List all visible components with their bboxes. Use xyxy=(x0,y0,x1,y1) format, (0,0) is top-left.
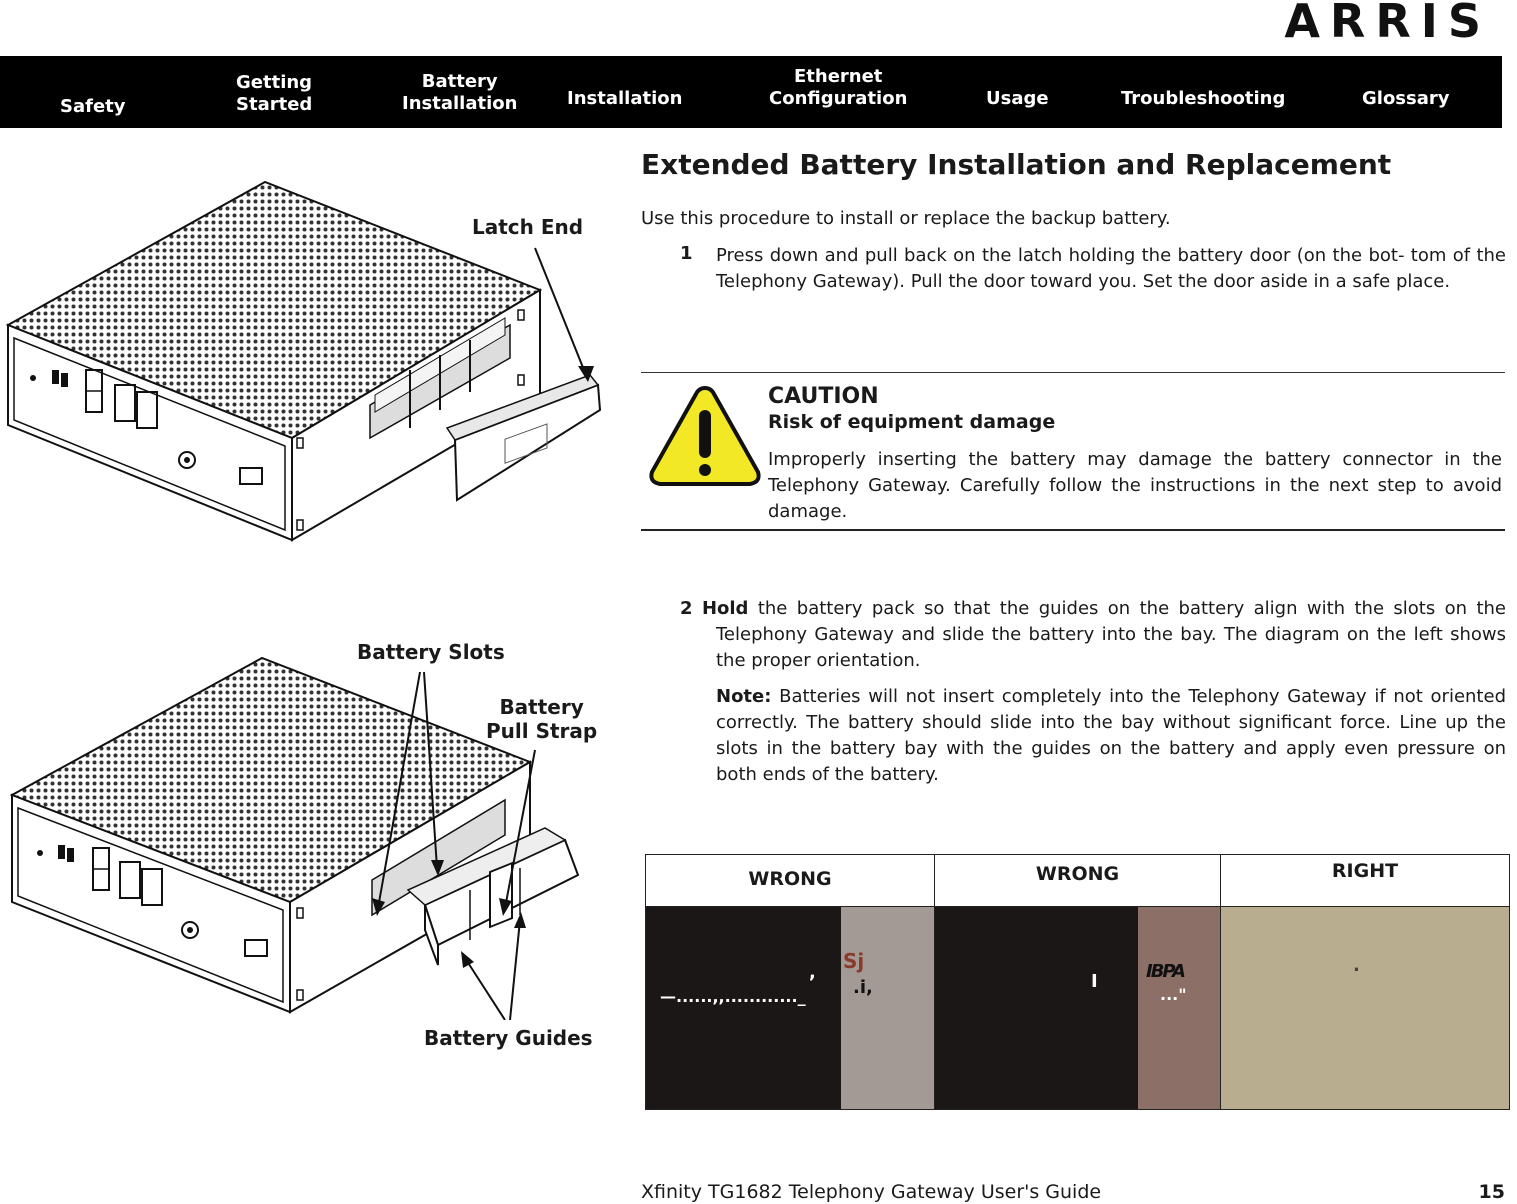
step-2-number: 2 xyxy=(680,598,693,619)
orientation-table xyxy=(645,854,1510,1110)
nav-battery-installation-line2: Installation xyxy=(402,93,518,114)
pull-strap-line1: Battery xyxy=(499,695,584,719)
nav-ethernet-configuration[interactable] xyxy=(769,66,907,110)
caution-title: CAUTION xyxy=(768,384,879,409)
table-header-right: RIGHT xyxy=(1221,855,1509,907)
page-number: 15 xyxy=(1478,1181,1505,1203)
caution-top-rule xyxy=(641,372,1505,373)
battery-pull-strap-label xyxy=(486,695,597,743)
page-title: Extended Battery Installation and Replacement xyxy=(641,148,1392,181)
step-2-body: the battery pack so that the guides on the battery align with the slots on the Telephony Gateway and slide the battery into the bay. The diagram on the left shows the proper orientation. xyxy=(716,598,1506,671)
nav-battery-installation[interactable] xyxy=(402,71,517,115)
caution-text: Improperly inserting the battery may damage the battery connector in the Telephony Gateway. Carefully follow the instructions in the next step to avoid damage. xyxy=(768,449,1502,522)
table-cell-wrong-1-image xyxy=(841,907,935,1109)
nav-troubleshooting[interactable]: Troubleshooting xyxy=(1121,88,1286,109)
intro-text: Use this procedure to install or replace the backup battery. xyxy=(641,208,1171,229)
note-label: Note: xyxy=(716,686,772,707)
nav-ethernet-line1: Ethernet xyxy=(793,66,883,87)
step-1-number: 1 xyxy=(680,243,693,264)
nav-battery-installation-line1: Battery xyxy=(421,71,498,92)
nav-usage[interactable]: Usage xyxy=(986,88,1049,109)
step-1-text: Press down and pull back on the latch holding the battery door (on the bot- tom of the Telephony Gateway). Pull the door toward you. Set the door aside in a safe place. xyxy=(716,245,1506,292)
step-2-note xyxy=(716,684,1506,788)
table-cell-wrong-2 xyxy=(935,907,1138,1109)
table-header-wrong-1: WRONG xyxy=(646,855,935,907)
caution-bottom-rule xyxy=(641,529,1505,531)
nav-glossary[interactable]: Glossary xyxy=(1362,88,1450,109)
battery-slots-label: Battery Slots xyxy=(357,640,505,664)
cell2-i: I xyxy=(1091,971,1098,992)
table-cell-wrong-2-image xyxy=(1138,907,1221,1109)
caution-subtitle: Risk of equipment damage xyxy=(768,411,1056,433)
cell1-i: .i, xyxy=(853,977,873,998)
cell1-dots: —......,,............_ xyxy=(660,987,806,1006)
nav-installation[interactable]: Installation xyxy=(567,88,683,109)
warning-icon xyxy=(648,384,762,488)
step-2-lead: Hold xyxy=(701,598,749,619)
arris-logo: ARRIS xyxy=(1284,0,1491,48)
nav-getting-started-line1: Getting xyxy=(236,72,313,93)
cell2-ibpa: IBPA xyxy=(1146,961,1184,982)
table-cell-wrong-1 xyxy=(646,907,841,1109)
cell1-sj: Sj xyxy=(843,949,865,973)
table-header-wrong-2: WRONG xyxy=(935,855,1221,907)
nav-bar xyxy=(0,56,1502,128)
nav-getting-started-line2: Started xyxy=(236,94,313,115)
table-cell-right xyxy=(1221,907,1509,1109)
footer-guide-title: Xfinity TG1682 Telephony Gateway User's Guide xyxy=(641,1181,1102,1203)
cell3-dot: . xyxy=(1353,955,1360,976)
cell1-comma: , xyxy=(809,962,816,983)
latch-end-label: Latch End xyxy=(472,215,584,239)
nav-getting-started[interactable] xyxy=(236,72,312,116)
nav-ethernet-line2: Configuration xyxy=(769,88,908,109)
pull-strap-line2: Pull Strap xyxy=(486,719,598,743)
step-2-text xyxy=(680,596,1506,674)
battery-guides-label: Battery Guides xyxy=(424,1026,593,1050)
cell2-dots: ..." xyxy=(1160,985,1187,1004)
note-body: Batteries will not insert completely into the Telephony Gateway if not oriented correctly. The battery should slide into the bay without significant force. Line up the slots in the battery bay with the guides on the battery and apply even pressure on both ends of the battery. xyxy=(716,686,1506,785)
nav-safety[interactable]: Safety xyxy=(60,96,126,117)
